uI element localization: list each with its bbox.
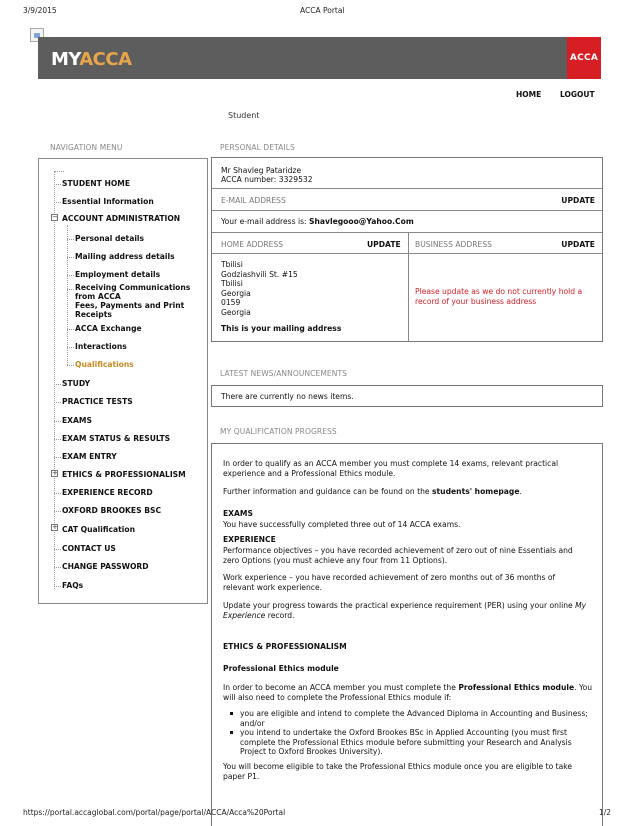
header-banner [38, 37, 601, 79]
member-name: Mr Shavleg Pataridze [221, 166, 302, 175]
further-info: Further information and guidance can be found on the students' homepage. [223, 487, 522, 496]
acca-number: ACCA number: 3329532 [221, 175, 313, 184]
work-experience-text: Work experience – you have recorded achievement of zero months out of 36 months of relevant work experience. [223, 573, 556, 592]
nav-personal-details[interactable]: Personal details [75, 234, 145, 243]
my-experience-link[interactable]: My Experience [223, 601, 587, 620]
personal-details-panel [211, 157, 603, 342]
email-value: Shavlegooo@Yahoo.Com [309, 217, 414, 226]
collapse-minus-icon[interactable]: − [52, 213, 58, 221]
update-business-address-button[interactable]: UPDATE [561, 240, 595, 249]
ethics-title: ETHICS & PROFESSIONALISM [223, 642, 347, 651]
print-date: 3/9/2015 [23, 6, 57, 15]
nav-faqs[interactable]: FAQs [62, 581, 84, 590]
nav-practice-tests[interactable]: PRACTICE TESTS [62, 397, 133, 406]
experience-title: EXPERIENCE [223, 535, 276, 544]
nav-study[interactable]: STUDY [62, 379, 91, 388]
business-address-warning: Please update as we do not currently hold a record of your business address [415, 287, 583, 306]
news-heading: LATEST NEWS/ANNOUNCEMENTS [220, 369, 347, 378]
nav-essential-information[interactable]: Essential Information [62, 197, 154, 206]
list-item: you are eligible and intend to complete the Advanced Diploma in Accounting and Business; and/or [223, 709, 593, 728]
qualification-progress-panel [211, 443, 603, 826]
nav-contact-us[interactable]: CONTACT US [62, 544, 116, 553]
news-text: There are currently no news items. [221, 392, 354, 401]
nav-exams[interactable]: EXAMS [62, 416, 92, 425]
list-item: you intend to undertake the Oxford Brookes BSc in Applied Accounting (you must first complete the Professional Ethics module before submitting your Research and Analysis Project to Oxford Brookes University). [223, 728, 593, 757]
nav-exam-status-results[interactable]: EXAM STATUS & RESULTS [62, 434, 171, 443]
nav-fees-payments[interactable]: Fees, Payments and Print Receipts [75, 301, 185, 319]
nav-student-home[interactable]: STUDENT HOME [62, 179, 131, 188]
per-update-text: Update your progress towards the practical experience requirement (PER) using your online My Experience record. [223, 601, 587, 620]
exams-title: EXAMS [223, 509, 253, 518]
logout-link[interactable]: LOGOUT [560, 90, 595, 99]
nav-interactions[interactable]: Interactions [75, 342, 127, 351]
update-home-address-button[interactable]: UPDATE [367, 240, 401, 249]
nav-experience-record[interactable]: EXPERIENCE RECORD [62, 488, 153, 497]
print-url: https://portal.accaglobal.com/portal/page/portal/ACCA/Acca%20Portal [23, 808, 286, 817]
user-role: Student [228, 111, 260, 120]
news-panel [211, 385, 603, 407]
expand-plus-icon[interactable]: + [52, 469, 58, 477]
personal-details-heading: PERSONAL DETAILS [220, 143, 295, 152]
progress-intro: In order to qualify as an ACCA member you must complete 14 exams, relevant practical experience and a Professional Ethics module. [223, 459, 559, 478]
nav-account-administration[interactable]: ACCOUNT ADMINISTRATION [62, 214, 181, 223]
email-address-label: E-MAIL ADDRESS [221, 196, 286, 205]
pem-title: Professional Ethics module [223, 664, 339, 673]
pem-text: In order to become an ACCA member you must complete the Professional Ethics module. You will also need to complete the Professional Ethics module if: [223, 683, 593, 702]
expand-plus-icon[interactable]: + [52, 523, 58, 531]
nav-change-password[interactable]: CHANGE PASSWORD [62, 562, 149, 571]
home-address: Tbilisi Godziashvili St. #15 Tbilisi Georgia 0159 Georgia [221, 260, 298, 317]
nav-mailing-address[interactable]: Mailing address details [75, 252, 175, 261]
pem-conditions-list [223, 709, 593, 757]
business-address-label: BUSINESS ADDRESS [415, 240, 492, 249]
performance-objectives-text: Performance objectives – you have recorded achievement of zero out of nine Essentials and zero Options (you must achieve any four from 11 Options). [223, 546, 573, 565]
home-address-label: HOME ADDRESS [221, 240, 284, 249]
nav-acca-exchange[interactable]: ACCA Exchange [75, 324, 142, 333]
exams-text: You have successfully completed three out of 14 ACCA exams. [223, 520, 461, 529]
nav-ethics-professionalism[interactable]: ETHICS & PROFESSIONALISM [62, 470, 186, 479]
students-homepage-link[interactable]: students' homepage [432, 487, 520, 496]
nav-heading: NAVIGATION MENU [50, 143, 123, 152]
nav-oxford-brookes-bsc[interactable]: OXFORD BROOKES BSC [62, 506, 162, 515]
acca-brand-badge: ACCA [567, 37, 601, 79]
home-link[interactable]: HOME [516, 90, 542, 99]
print-title: ACCA Portal [300, 6, 345, 15]
print-page-number: 1/2 [599, 808, 612, 817]
nav-cat-qualification[interactable]: CAT Qualification [62, 525, 135, 534]
nav-exam-entry[interactable]: EXAM ENTRY [62, 452, 117, 461]
nav-qualifications[interactable]: Qualifications [75, 360, 134, 369]
mailing-address-note: This is your mailing address [221, 324, 342, 333]
eligibility-text: You will become eligible to take the Professional Ethics module once you are eligible to take paper P1. [223, 762, 573, 781]
nav-employment-details[interactable]: Employment details [75, 270, 161, 279]
progress-heading: MY QUALIFICATION PROGRESS [220, 427, 337, 436]
email-line: Your e-mail address is: Shavlegooo@Yahoo.Com [221, 217, 414, 226]
nav-receiving-communications[interactable]: Receiving Communications from ACCA [75, 283, 191, 301]
myacca-logo[interactable]: MYACCA [51, 49, 132, 70]
update-email-button[interactable]: UPDATE [561, 196, 595, 205]
navigation-menu [38, 158, 208, 604]
